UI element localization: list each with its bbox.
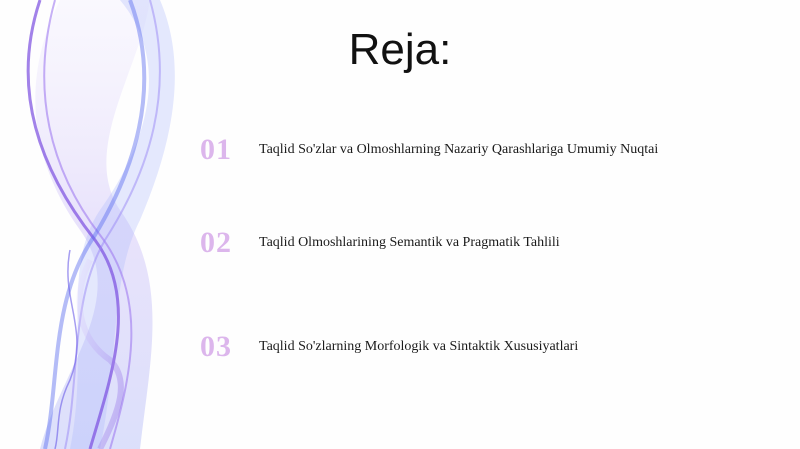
- agenda-item-text: Taqlid So'zlarning Morfologik va Sintaktik Xususiyatlari: [259, 339, 579, 354]
- agenda-item: [200, 327, 780, 367]
- slide-title: Reja:: [348, 25, 452, 74]
- agenda-item-number: 01: [200, 133, 232, 166]
- decorative-ribbon: [0, 0, 200, 449]
- agenda-item-text: Taqlid So'zlar va Olmoshlarning Nazariy Qarashlariga Umumiy Nuqtai: [259, 142, 659, 157]
- agenda-item-text: Taqlid Olmoshlarining Semantik va Pragmatik Tahlili: [259, 235, 560, 250]
- agenda-item: [200, 130, 780, 170]
- agenda-item: [200, 223, 780, 263]
- agenda-item-number: 02: [200, 226, 232, 259]
- agenda-item-number: 03: [200, 330, 232, 363]
